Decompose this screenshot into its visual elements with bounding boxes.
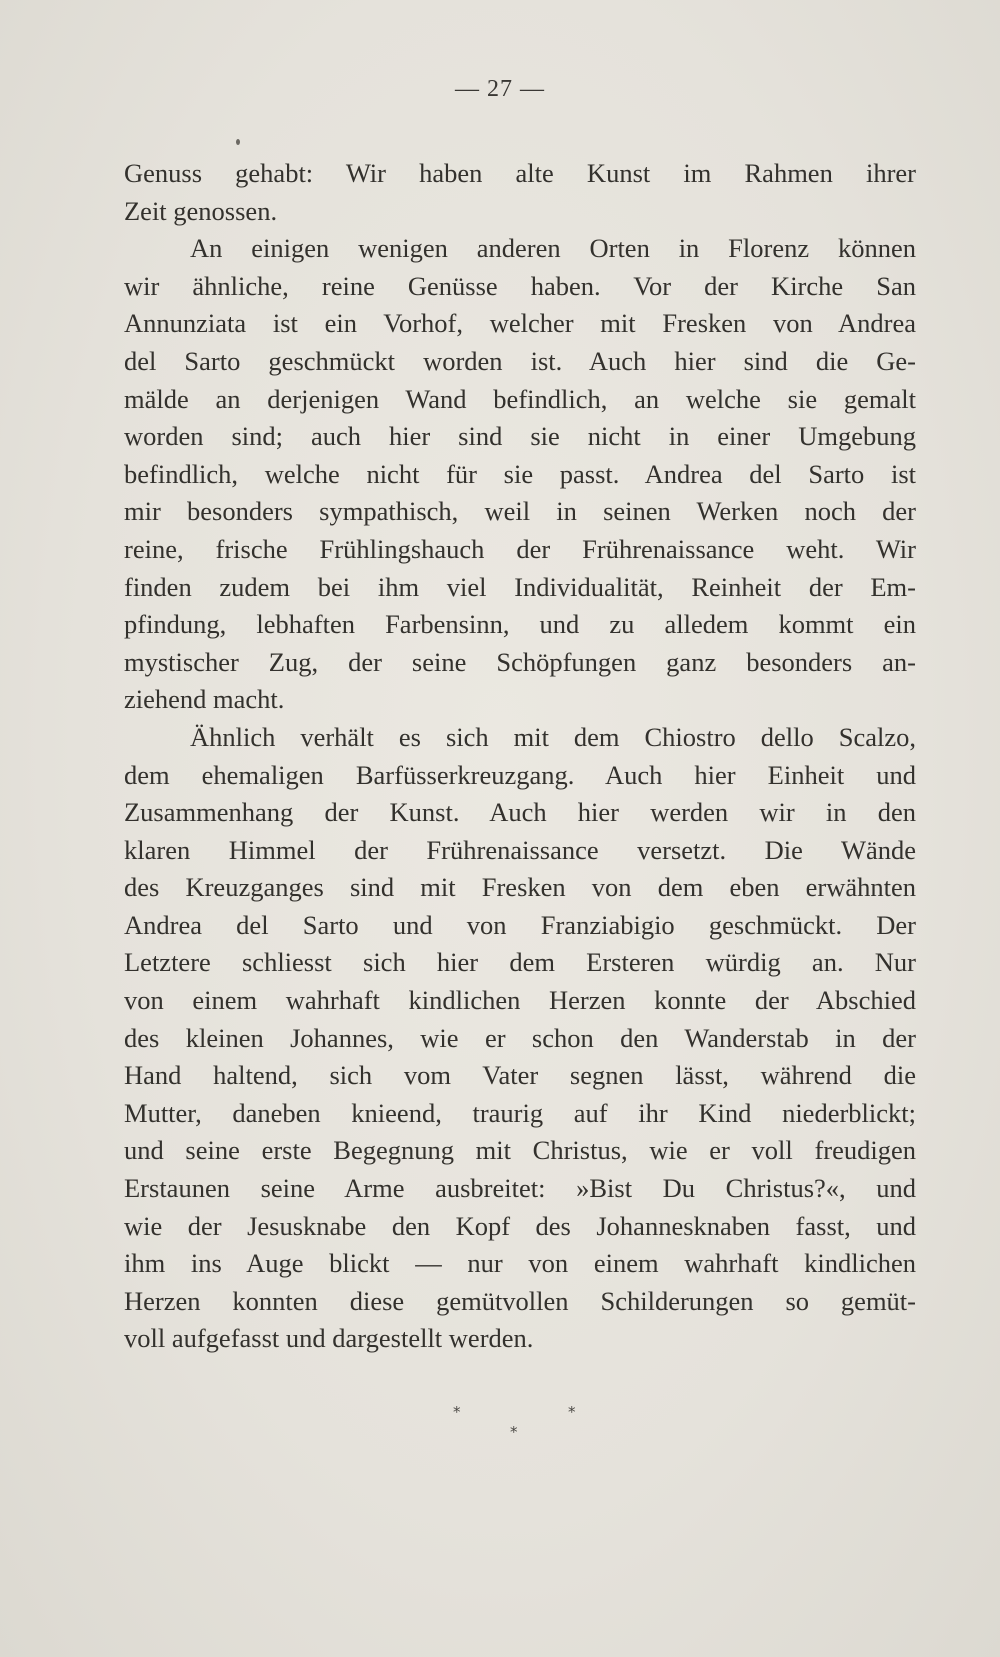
text-line: Herzen konnten diese gemütvollen Schilderungen so gemüt- [124, 1285, 916, 1316]
text-line: wir ähnliche, reine Genüsse haben. Vor der Kirche San [124, 270, 916, 301]
text-line: An einigen wenigen anderen Orten in Florenz können [190, 233, 916, 264]
text-line: worden sind; auch hier sind sie nicht in einer Umgebung [124, 421, 916, 452]
text-line: Annunziata ist ein Vorhof, welcher mit Fresken von Andrea [124, 308, 916, 339]
text-line: pfindung, lebhaften Farbensinn, und zu alledem kommt ein [124, 609, 916, 640]
text-line: von einem wahrhaft kindlichen Herzen konnte der Abschied [124, 985, 916, 1016]
text-line: Hand haltend, sich vom Vater segnen lässt, während die [124, 1060, 916, 1091]
text-line: ihm ins Auge blickt — nur von einem wahrhaft kindlichen [124, 1248, 916, 1279]
asterism-star: * [568, 1403, 576, 1421]
text-line: finden zudem bei ihm viel Individualität, Reinheit der Em- [124, 571, 916, 602]
text-line: des kleinen Johannes, wie er schon den Wanderstab in der [124, 1022, 916, 1053]
text-line: Zusammenhang der Kunst. Auch hier werden wir in den [124, 797, 916, 828]
asterism-star: * [453, 1403, 461, 1421]
body-text [124, 155, 916, 1358]
text-line: Mutter, daneben knieend, traurig auf ihr Kind niederblickt; [124, 1097, 916, 1128]
text-line: mir besonders sympathisch, weil in seinen Werken noch der [124, 496, 916, 527]
text-line: mälde an derjenigen Wand befindlich, an welche sie gemalt [124, 383, 916, 414]
text-line: befindlich, welche nicht für sie passt. Andrea del Sarto ist [124, 458, 916, 489]
text-line: des Kreuzganges sind mit Fresken von dem eben erwähnten [124, 872, 916, 903]
text-line: mystischer Zug, der seine Schöpfungen ganz besonders an- [124, 646, 916, 677]
text-line: voll aufgefasst und dargestellt werden. [124, 1323, 534, 1354]
text-line: Andrea del Sarto und von Franziabigio geschmückt. Der [124, 909, 916, 940]
asterism-star: * [510, 1423, 518, 1441]
text-line: Letztere schliesst sich hier dem Ersteren würdig an. Nur [124, 947, 916, 978]
text-line: reine, frische Frühlingshauch der Frührenaissance weht. Wir [124, 533, 916, 564]
text-line: ziehend macht. [124, 684, 285, 715]
text-line: dem ehemaligen Barfüsserkreuzgang. Auch hier Einheit und [124, 759, 916, 790]
section-break-asterism [0, 1395, 1000, 1455]
ink-speck [236, 139, 240, 145]
text-line: Zeit genossen. [124, 195, 278, 226]
page-number: — 27 — [455, 76, 545, 102]
text-line: del Sarto geschmückt worden ist. Auch hier sind die Ge- [124, 345, 916, 376]
text-line: wie der Jesusknabe den Kopf des Johannesknaben fasst, und [124, 1210, 916, 1241]
text-line: Erstaunen seine Arme ausbreitet: »Bist Du Christus?«, und [124, 1173, 916, 1204]
text-line: Ähnlich verhält es sich mit dem Chiostro dello Scalzo, [190, 721, 916, 752]
text-line: und seine erste Begegnung mit Christus, wie er voll freudigen [124, 1135, 916, 1166]
text-line: klaren Himmel der Frührenaissance versetzt. Die Wände [124, 834, 916, 865]
text-line: Genuss gehabt: Wir haben alte Kunst im Rahmen ihrer [124, 158, 916, 188]
